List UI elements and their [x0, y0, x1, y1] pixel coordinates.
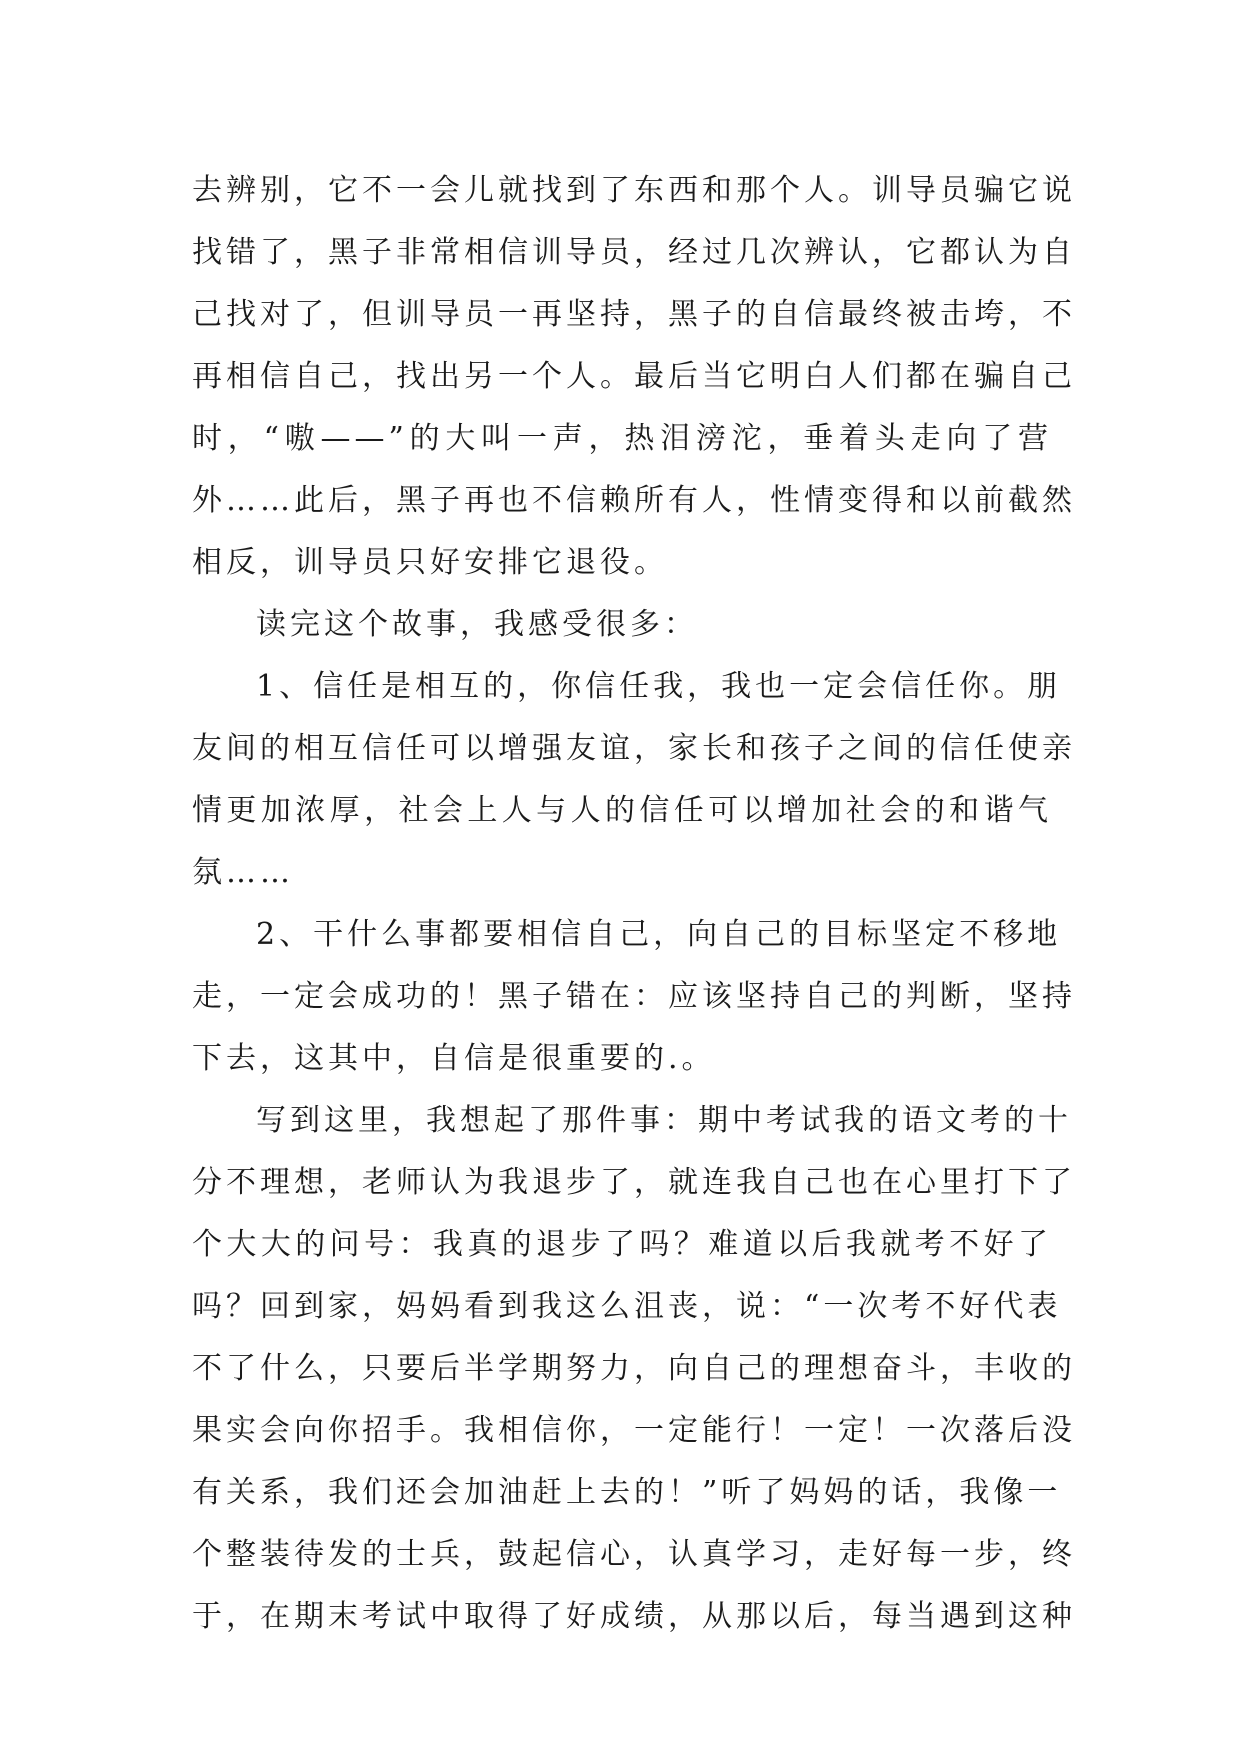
text-line: 分不理想，老师认为我退步了，就连我自己也在心里打下了 — [192, 1165, 1076, 1200]
text-line: 不了什么，只要后半学期努力，向自己的理想奋斗，丰收的 — [192, 1351, 1076, 1386]
text-line: 友间的相互信任可以增强友谊，家长和孩子之间的信任使亲 — [192, 731, 1076, 766]
text-line: 走，一定会成功的！黑子错在：应该坚持自己的判断，坚持 — [192, 979, 1076, 1014]
text-line: 于，在期末考试中取得了好成绩，从那以后，每当遇到这种 — [192, 1599, 1076, 1634]
text-line: 时，“嗷——”的大叫一声，热泪滂沱，垂着头走向了营 — [192, 421, 1052, 456]
text-line: 再相信自己，找出另一个人。最后当它明白人们都在骗自己 — [192, 359, 1076, 394]
text-line: 1、信任是相互的，你信任我，我也一定会信任你。朋 — [256, 669, 1062, 704]
text-line: 去辨别，它不一会儿就找到了东西和那个人。训导员骗它说 — [192, 173, 1076, 208]
text-line: 2、干什么事都要相信自己，向自己的目标坚定不移地 — [256, 917, 1062, 952]
text-line: 有关系，我们还会加油赶上去的！”听了妈妈的话，我像一 — [192, 1475, 1062, 1510]
body-text — [192, 160, 1076, 1648]
text-line: 下去，这其中，自信是很重要的.。 — [192, 1041, 716, 1076]
text-line: 个整装待发的士兵，鼓起信心，认真学习，走好每一步，终 — [192, 1537, 1076, 1572]
text-line: 果实会向你招手。我相信你，一定能行！一定！一次落后没 — [192, 1413, 1076, 1448]
text-line: 相反，训导员只好安排它退役。 — [192, 545, 668, 580]
text-line: 情更加浓厚，社会上人与人的信任可以增加社会的和谐气 — [192, 793, 1052, 828]
text-line: 写到这里，我想起了那件事：期中考试我的语文考的十 — [256, 1103, 1072, 1138]
text-line: 个大大的问号：我真的退步了吗？难道以后我就考不好了 — [192, 1227, 1052, 1262]
text-line: 吗？回到家，妈妈看到我这么沮丧，说：“一次考不好代表 — [192, 1289, 1062, 1324]
text-line: 找错了，黑子非常相信训导员，经过几次辨认，它都认为自 — [192, 235, 1076, 270]
text-line: 外……此后，黑子再也不信赖所有人，性情变得和以前截然 — [192, 483, 1076, 518]
text-line: 氛…… — [192, 855, 294, 890]
text-line: 读完这个故事，我感受很多： — [256, 607, 698, 642]
text-line: 己找对了，但训导员一再坚持，黑子的自信最终被击垮，不 — [192, 297, 1076, 332]
